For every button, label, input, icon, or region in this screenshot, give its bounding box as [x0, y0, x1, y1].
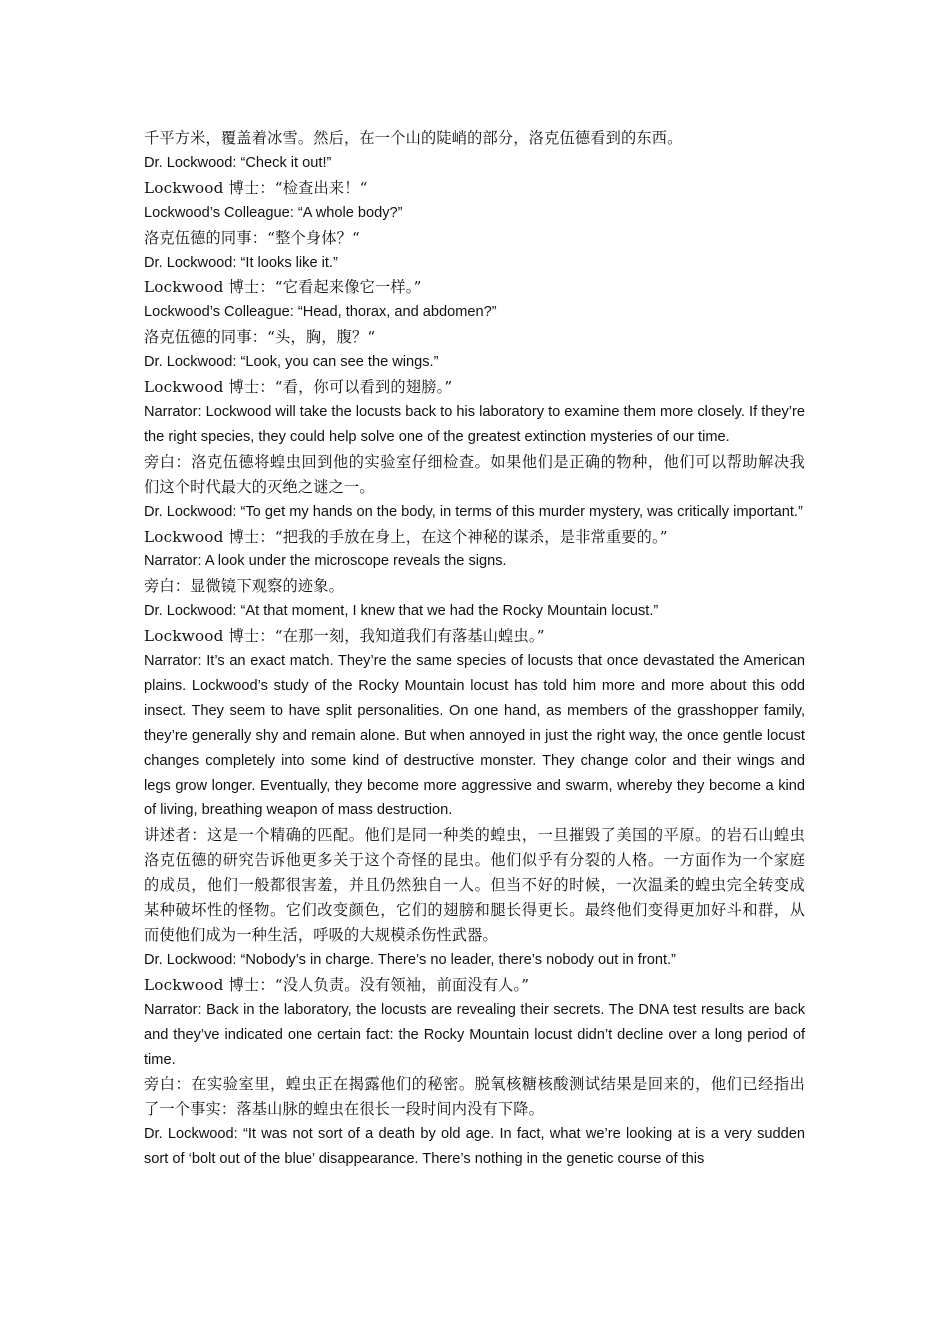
paragraph-en: Lockwood’s Colleague: “A whole body?”	[144, 204, 403, 221]
paragraph-zh: 千平方米，覆盖着冰雪。然后，在一个山的陡峭的部分，洛克伍德看到的东西。	[144, 129, 683, 147]
paragraph-en: Narrator: A look under the microscope reveals the signs.	[144, 553, 507, 570]
paragraph-zh: Lockwood 博士：“在那一刻，我知道我们有落基山蝗虫。”	[144, 627, 545, 646]
paragraph-en: Dr. Lockwood: “Look, you can see the wings.”	[144, 354, 439, 371]
paragraph-en: Narrator: Back in the laboratory, the locusts are revealing their secrets. The DNA test results are back and they’ve indicated one certain fact: the Rocky Mountain locust didn’t decline over a long period of time.	[144, 1001, 805, 1068]
paragraph-en: Narrator: It’s an exact match. They’re the same species of locusts that once devastated the American plains. Lockwood’s study of the Rocky Mountain locust has told him more and more about this odd insect. They seem to have split personalities. On one hand, as members of the grasshopper family, they’re generally shy and remain alone. But when annoyed in just the right way, the once gentle locust changes completely into some kind of destructive monster. They change color and their wings and legs grow longer. Eventually, they become more aggressive and swarm, whereby they become a kind of living, breathing weapon of mass destruction.	[144, 653, 805, 819]
paragraph-zh: Lockwood 博士：“看，你可以看到的翅膀。”	[144, 378, 453, 397]
document-page	[144, 126, 805, 1172]
paragraph-zh: 洛克伍德的同事：“头，胸，腹？“	[144, 328, 376, 347]
paragraph-en: Dr. Lockwood: “Check it out!”	[144, 154, 332, 171]
paragraph-en: Dr. Lockwood: “To get my hands on the body, in terms of this murder mystery, was critically important.”	[144, 503, 803, 520]
paragraph-zh: 旁白：显微镜下观察的迹象。	[144, 577, 345, 596]
paragraph-en: Dr. Lockwood: “At that moment, I knew that we had the Rocky Mountain locust.”	[144, 603, 659, 620]
paragraph-zh: Lockwood 博士：“没人负责。没有领袖，前面没有人。”	[144, 975, 530, 994]
paragraph-en: Lockwood’s Colleague: “Head, thorax, and abdomen?”	[144, 304, 497, 321]
paragraph-zh: 旁白：洛克伍德将蝗虫回到他的实验室仔细检查。如果他们是正确的物种，他们可以帮助解决我们这个时代最大的灭绝之谜之一。	[144, 452, 805, 496]
paragraph-zh: Lockwood 博士：“把我的手放在身上，在这个神秘的谋杀，是非常重要的。”	[144, 527, 668, 546]
paragraph-zh: Lockwood 博士：“检查出来！“	[144, 178, 368, 197]
paragraph-zh: 洛克伍德的同事：“整个身体？“	[144, 228, 360, 247]
paragraph-en: Dr. Lockwood: “It was not sort of a death by old age. In fact, what we’re looking at is a very sudden sort of ‘bolt out of the blue’ disappearance. There’s nothing in the genetic course of this	[144, 1126, 805, 1168]
paragraph-en: Dr. Lockwood: “It looks like it.”	[144, 254, 338, 271]
paragraph-zh: 讲述者：这是一个精确的匹配。他们是同一种类的蝗虫，一旦摧毁了美国的平原。的岩石山蝗虫洛克伍德的研究告诉他更多关于这个奇怪的昆虫。他们似乎有分裂的人格。一方面作为一个家庭的成员，他们一般都很害羞，并且仍然独自一人。但当不好的时候，一次温柔的蝗虫完全转变成某种破坏性的怪物。它们改变颜色，它们的翅膀和腿长得更长。最终他们变得更加好斗和群，从而使他们成为一种生活，呼吸的大规模杀伤性武器。	[144, 826, 805, 944]
paragraph-zh: Lockwood 博士：“它看起来像它一样。”	[144, 278, 422, 297]
paragraph-zh: 旁白：在实验室里，蝗虫正在揭露他们的秘密。脱氧核糖核酸测试结果是回来的，他们已经指出了一个事实：落基山脉的蝗虫在很长一段时间内没有下降。	[144, 1075, 805, 1119]
paragraph-en: Narrator: Lockwood will take the locusts back to his laboratory to examine them more closely. If they’re the right species, they could help solve one of the greatest extinction mysteries of our time.	[144, 403, 805, 445]
paragraph-en: Dr. Lockwood: “Nobody’s in charge. There’s no leader, there’s nobody out in front.”	[144, 951, 676, 968]
